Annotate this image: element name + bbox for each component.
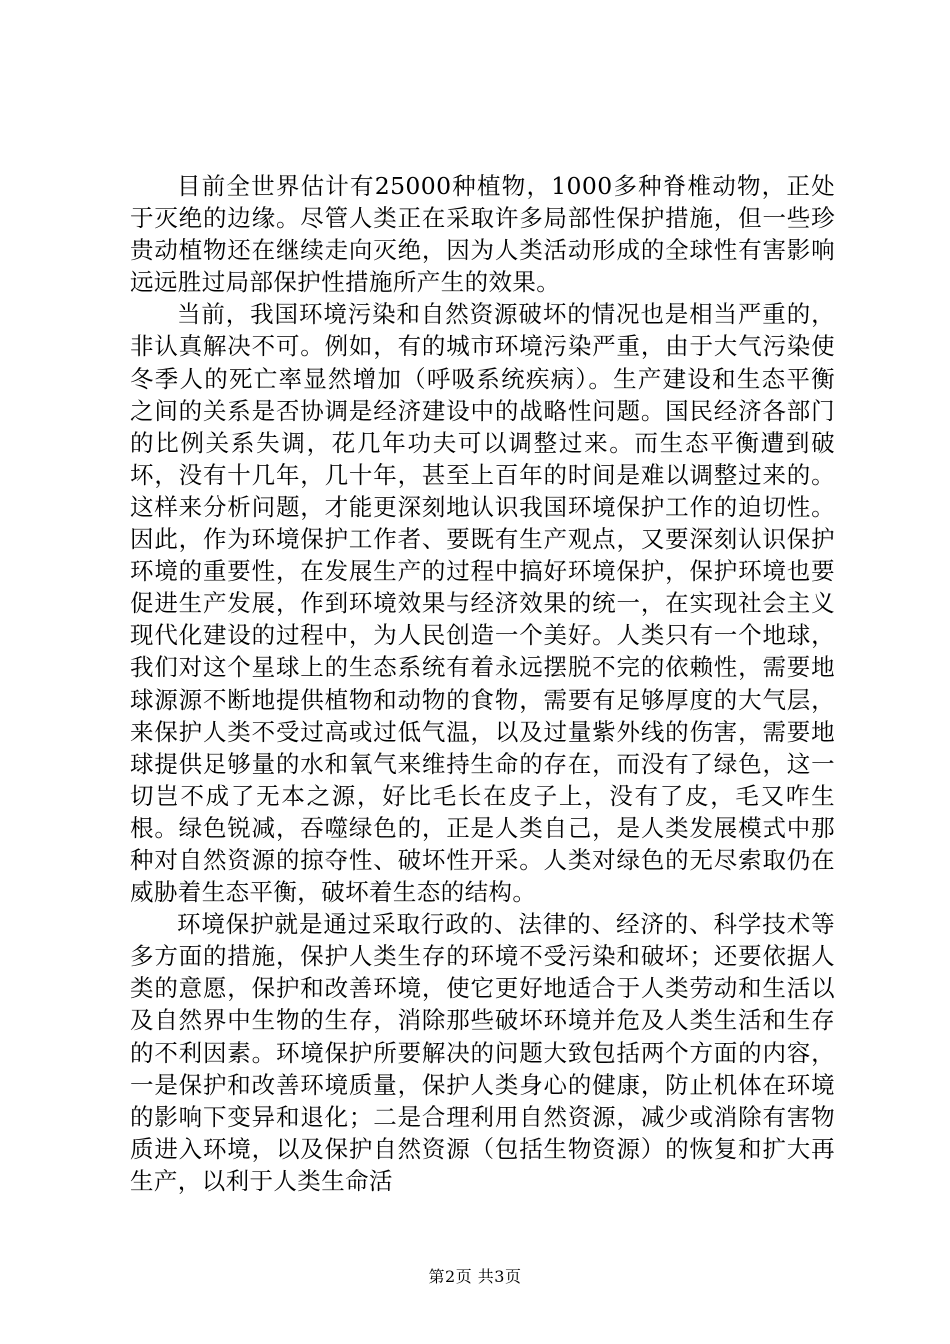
- paragraph-pollution-situation: 当前，我国环境污染和自然资源破坏的情况也是相当严重的，非认真解决不可。例如，有的城市环境污染严重，由于大气污染使冬季人的死亡率显然增加（呼吸系统疾病）。生产建设和生态平衡之间的关系是否协调是经济建设中的战略性问题。国民经济各部门的比例关系失调，花几年功夫可以调整过来。而生态平衡遭到破坏，没有十几年，几十年，甚至上百年的时间是难以调整过来的。这样来分析问题，才能更深刻地认识我国环境保护工作的迫切性。因此，作为环境保护工作者、要既有生产观点，又要深刻认识保护环境的重要性，在发展生产的过程中搞好环境保护，保护环境也要促进生产发展，作到环境效果与经济效果的统一，在实现社会主义现代化建设的过程中，为人民创造一个美好。人类只有一个地球，我们对这个星球上的生态系统有着永远摆脱不完的依赖性，需要地球源源不断地提供植物和动物的食物，需要有足够厚度的大气层，来保护人类不受过高或过低气温，以及过量紫外线的伤害，需要地球提供足够量的水和氧气来维持生命的存在，而没有了绿色，这一切岂不成了无本之源，好比毛长在皮子上，没有了皮，毛又咋生根。绿色锐减，吞噬绿色的，正是人类自己，是人类发展模式中那种对自然资源的掠夺性、破坏性开采。人类对绿色的无尽索取仍在威胁着生态平衡，破坏着生态的结构。: [130, 300, 835, 907]
- page-number-footer: 第2页 共3页: [428, 1267, 522, 1286]
- paragraph-environmental-protection: 环境保护就是通过采取行政的、法律的、经济的、科学技术等多方面的措施，保护人类生存的环境不受污染和破坏；还要依据人类的意愿，保护和改善环境，使它更好地适合于人类劳动和生活以及自然界中生物的生存，消除那些破坏环境并危及人类生活和生存的不利因素。环境保护所要解决的问题大致包括两个方面的内容，一是保护和改善环境质量，保护人类身心的健康，防止机体在环境的影响下变异和退化；二是合理利用自然资源，减少或消除有害物质进入环境，以及保护自然资源（包括生物资源）的恢复和扩大再生产，以利于人类生命活: [130, 910, 835, 1195]
- document-body: [130, 170, 835, 1197]
- paragraph-endangered-species: 目前全世界估计有25000种植物，1000多种脊椎动物，正处于灭绝的边缘。尽管人类正在采取许多局部性保护措施，但一些珍贵动植物还在继续走向灭绝，因为人类活动形成的全球性有害影响远远胜过局部保护性措施所产生的效果。: [130, 172, 835, 297]
